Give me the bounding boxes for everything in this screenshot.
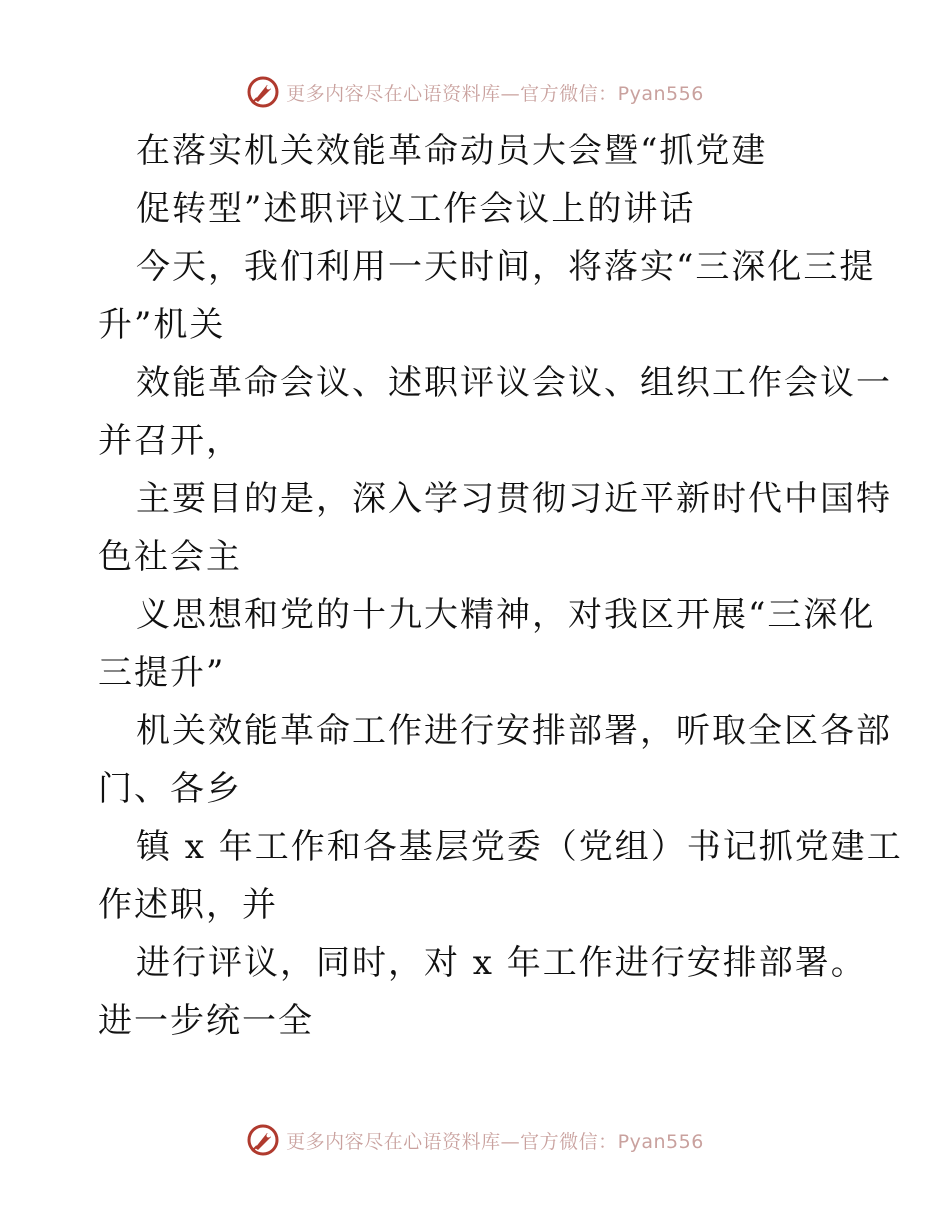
text-line: 并召开，	[98, 421, 242, 461]
text-line: 进行评议，同时，对 x 年工作进行安排部署。	[136, 943, 867, 983]
text-line: 主要目的是，深入学习贯彻习近平新时代中国特	[136, 479, 892, 519]
pen-nib-circle-icon	[246, 75, 280, 109]
watermark-wechat-id: Pyan556	[617, 82, 704, 105]
watermark-text: 更多内容尽在心语资料库—官方微信：Pyan556	[286, 1130, 704, 1153]
watermark-text: 更多内容尽在心语资料库—官方微信：Pyan556	[286, 82, 704, 105]
text-line: 进一步统一全	[98, 1001, 314, 1041]
text-line: 镇 x 年工作和各基层党委（党组）书记抓党建工	[136, 827, 903, 867]
text-line: 升”机关	[98, 305, 226, 345]
text-line: 义思想和党的十九大精神，对我区开展“三深化	[136, 595, 876, 635]
text-line: 色社会主	[98, 537, 242, 577]
pen-nib-circle-icon	[246, 1123, 280, 1157]
text-line: 三提升”	[98, 653, 226, 693]
footer-watermark	[0, 1120, 950, 1160]
text-line: 门、各乡	[98, 769, 242, 809]
text-line: 今天，我们利用一天时间，将落实“三深化三提	[136, 247, 876, 287]
text-line: 机关效能革命工作进行安排部署，听取全区各部	[136, 711, 892, 751]
header-watermark	[0, 72, 950, 112]
document-body	[98, 122, 903, 1050]
text-line: 促转型”述职评议工作会议上的讲话	[136, 189, 696, 229]
watermark-wechat-id: Pyan556	[617, 1130, 704, 1153]
text-line: 效能革命会议、述职评议会议、组织工作会议一	[136, 363, 892, 403]
text-line: 作述职，并	[98, 885, 278, 925]
text-line: 在落实机关效能革命动员大会暨“抓党建	[136, 131, 768, 171]
